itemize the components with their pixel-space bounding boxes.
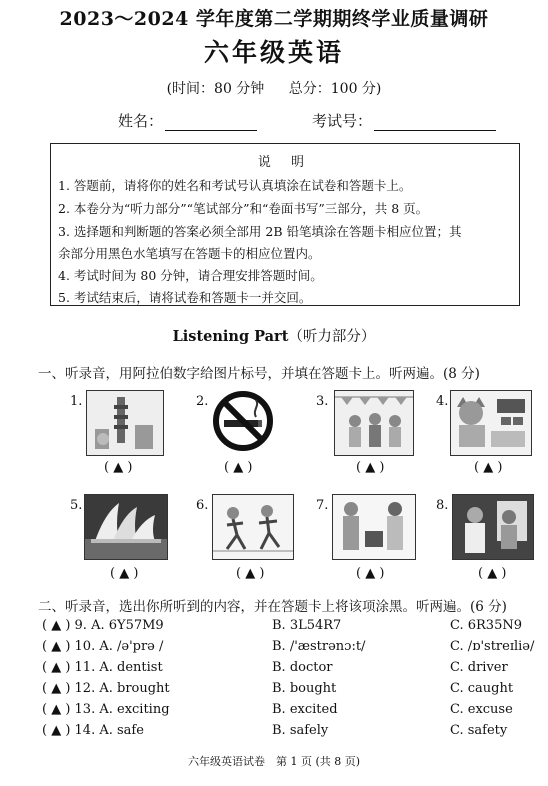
- question-12: ( ▲ ) 12. A. brought: [42, 681, 170, 696]
- picture-number: 5.: [70, 498, 83, 513]
- answer-mark: ( ▲ ): [224, 460, 253, 475]
- listening-title-en: Listening Part: [172, 328, 289, 345]
- question-9: ( ▲ ) 9. A. 6Y57M9: [42, 618, 164, 633]
- instructions-heading: 说 明: [257, 155, 313, 170]
- exam-number-label: 考试号：: [312, 112, 373, 130]
- listening-title-cn: （听力部分）: [288, 329, 376, 345]
- instruction-line: 3. 选择题和判断题的答案必须全部用 2B 铅笔填涂在答题卡相应位置；其: [58, 224, 462, 239]
- option-b: B. 3L54R7: [272, 618, 342, 633]
- cat-picture: [450, 390, 532, 456]
- question-11: ( ▲ ) 11. A. dentist: [42, 660, 163, 675]
- name-field: [118, 110, 257, 131]
- listening-part-title: [0, 325, 548, 346]
- picture-number: 4.: [436, 394, 449, 409]
- option-b: B. doctor: [272, 660, 333, 675]
- instruction-line: 2. 本卷分为“听力部分”“笔试部分”和“卷面书写”三部分，共 8 页。: [58, 201, 429, 216]
- picture-number: 8.: [436, 498, 449, 513]
- option-b: B. /'æstrənɔ:t/: [272, 639, 366, 654]
- exam-number-field: [312, 110, 496, 131]
- question-14: ( ▲ ) 14. A. safe: [42, 723, 144, 738]
- exam-time-score: [0, 78, 548, 98]
- name-blank[interactable]: [165, 116, 257, 131]
- instruction-line: 余部分用黑色水笔填写在答题卡的相应位置内。: [58, 246, 321, 261]
- option-c: C. driver: [450, 660, 508, 675]
- exam-title: 2023～2024 学年度第二学期期终学业质量调研: [59, 8, 489, 30]
- option-c: C. safety: [450, 723, 508, 738]
- answer-mark: ( ▲ ): [356, 460, 385, 475]
- answer-mark: ( ▲ ): [104, 460, 133, 475]
- option-c: C. excuse: [450, 702, 513, 717]
- no-smoking-icon: [212, 390, 274, 452]
- people-talking-picture: [332, 494, 416, 560]
- instruction-line: 4. 考试时间为 80 分钟，请合理安排答题时间。: [58, 268, 323, 283]
- instruction-line: 5. 考试结束后，请将试卷和答题卡一并交回。: [58, 290, 312, 305]
- option-b: B. bought: [272, 681, 337, 696]
- running-children-picture: [212, 494, 294, 560]
- answer-mark: ( ▲ ): [236, 566, 265, 581]
- picture-number: 6.: [196, 498, 209, 513]
- name-label: 姓名：: [118, 112, 164, 130]
- picture-number: 2.: [196, 394, 209, 409]
- part1-instruction: 一、听录音，用阿拉伯数字给图片标号，并填在答题卡上。听两遍。(8 分): [38, 366, 480, 382]
- instruction-line: 1. 答题前，请将你的姓名和考试号认真填涂在试卷和答题卡上。: [58, 178, 412, 193]
- answer-mark: ( ▲ ): [110, 566, 139, 581]
- answer-mark: ( ▲ ): [474, 460, 503, 475]
- opera-house-picture: [84, 494, 168, 560]
- exam-total-score: 总分：100 分): [288, 81, 382, 97]
- city-tower-picture: [86, 390, 164, 456]
- option-c: C. 6R35N9: [450, 618, 522, 633]
- option-b: B. excited: [272, 702, 338, 717]
- picture-number: 7.: [316, 498, 329, 513]
- page-footer: 六年级英语试卷 第 1 页 (共 8 页): [187, 755, 361, 768]
- picture-number: 3.: [316, 394, 329, 409]
- option-c: C. caught: [450, 681, 514, 696]
- instructions-box: [50, 143, 520, 306]
- exam-time: (时间：80 分钟: [166, 81, 265, 97]
- question-10: ( ▲ ) 10. A. /ə'prə /: [42, 639, 164, 654]
- answer-mark: ( ▲ ): [478, 566, 507, 581]
- question-13: ( ▲ ) 13. A. exciting: [42, 702, 170, 717]
- option-b: B. safely: [272, 723, 329, 738]
- doctor-picture: [452, 494, 534, 560]
- answer-mark: ( ▲ ): [356, 566, 385, 581]
- exam-number-blank[interactable]: [374, 116, 496, 131]
- option-c: C. /ɒ'streɪliə/: [450, 639, 535, 654]
- party-picture: [334, 390, 414, 456]
- subject-title: 六年级英语: [203, 38, 344, 67]
- part2-instruction: 二、听录音，选出你所听到的内容，并在答题卡上将该项涂黑。听两遍。(6 分): [38, 599, 507, 615]
- picture-number: 1.: [70, 394, 83, 409]
